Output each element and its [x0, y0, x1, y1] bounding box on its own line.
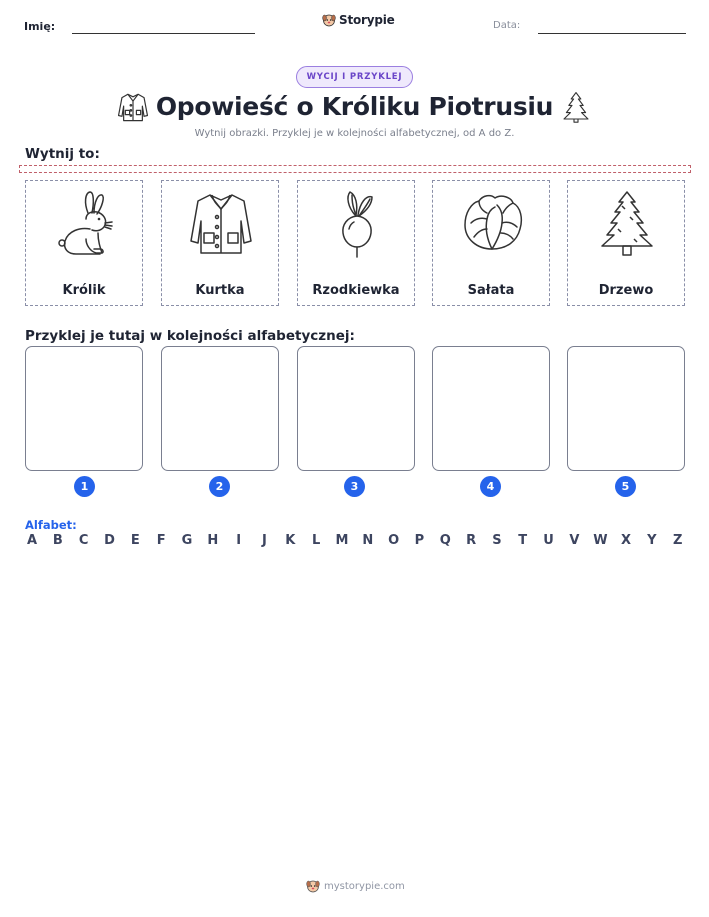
alphabet-letter: R [466, 533, 477, 548]
cut-card-radish[interactable] [297, 180, 415, 306]
tree-icon [592, 189, 662, 259]
rabbit-icon [50, 189, 120, 259]
activity-badge: WYCIJ I PRZYKLEJ [296, 66, 413, 88]
alphabet-letter: I [236, 533, 242, 548]
alphabet-letter: A [26, 533, 38, 548]
dog-logo-icon [322, 13, 336, 27]
paste-slot-5[interactable] [567, 346, 685, 471]
cut-card-jacket[interactable] [161, 180, 279, 306]
paste-slot-2[interactable] [161, 346, 279, 471]
storypie-logo [322, 13, 395, 27]
paste-slot-1[interactable] [25, 346, 143, 471]
slot-number-4: 4 [480, 476, 501, 497]
alphabet-letter: S [492, 533, 502, 548]
footer [306, 879, 405, 893]
cut-card-label: Drzewo [598, 283, 654, 298]
cut-card-lettuce[interactable] [432, 180, 550, 306]
alphabet-letter: J [262, 533, 267, 548]
cut-card-tree[interactable] [567, 180, 685, 306]
instructions: Wytnij obrazki. Przyklej je w kolejności alfabetycznej, od A do Z. [194, 128, 515, 139]
alphabet-letter: D [104, 533, 115, 548]
alphabet-letter: L [311, 533, 321, 548]
alphabet-letter: E [130, 533, 140, 548]
cut-section-label: Wytnij to: [25, 146, 100, 162]
alphabet-letter: G [181, 533, 193, 548]
cut-card-label: Kurtka [195, 283, 245, 298]
alphabet-letter: H [207, 533, 219, 548]
paste-section-label: Przyklej je tutaj w kolejności alfabetycznej: [25, 328, 355, 344]
alphabet-letter: Z [672, 533, 683, 548]
alphabet-letter: K [285, 533, 296, 548]
slot-number-5: 5 [615, 476, 636, 497]
alphabet-letter: U [543, 533, 554, 548]
name-label: Imię: [24, 20, 56, 33]
alphabet-letter: T [518, 533, 528, 548]
alphabet-letter: N [362, 533, 374, 548]
paste-slot-3[interactable] [297, 346, 415, 471]
alphabet-letter: C [78, 533, 89, 548]
footer-link[interactable]: mystorypie.com [324, 880, 405, 892]
alphabet-letter: X [621, 533, 632, 548]
alphabet-letter: P [414, 533, 425, 548]
jacket-icon [186, 189, 256, 259]
cut-card-rabbit[interactable] [25, 180, 143, 306]
alphabet-label: Alfabet: [25, 518, 77, 532]
logo-text: Storypie [339, 13, 395, 27]
alphabet-letter: F [156, 533, 166, 548]
radish-icon [322, 189, 392, 259]
alphabet-row [25, 533, 685, 548]
alphabet-letter: Q [439, 533, 451, 548]
name-line[interactable] [72, 33, 255, 34]
page-title: Opowieść o Króliku Piotrusiu [155, 92, 554, 121]
date-line[interactable] [538, 33, 686, 34]
slot-number-1: 1 [74, 476, 95, 497]
alphabet-letter: M [335, 533, 349, 548]
alphabet-letter: O [388, 533, 400, 548]
alphabet-letter: Y [647, 533, 657, 548]
paste-slot-4[interactable] [432, 346, 550, 471]
alphabet-letter: B [52, 533, 63, 548]
date-label: Data: [493, 20, 521, 31]
alphabet-letter: V [569, 533, 580, 548]
cut-card-label: Rzodkiewka [312, 283, 400, 298]
slot-number-3: 3 [344, 476, 365, 497]
lettuce-icon [457, 189, 527, 259]
tree-icon [560, 90, 592, 124]
cut-card-label: Sałata [467, 283, 515, 298]
cut-card-label: Królik [62, 283, 106, 298]
alphabet-letter: W [593, 533, 608, 548]
slot-number-2: 2 [209, 476, 230, 497]
cut-line [19, 165, 691, 173]
dog-logo-icon [306, 879, 320, 893]
